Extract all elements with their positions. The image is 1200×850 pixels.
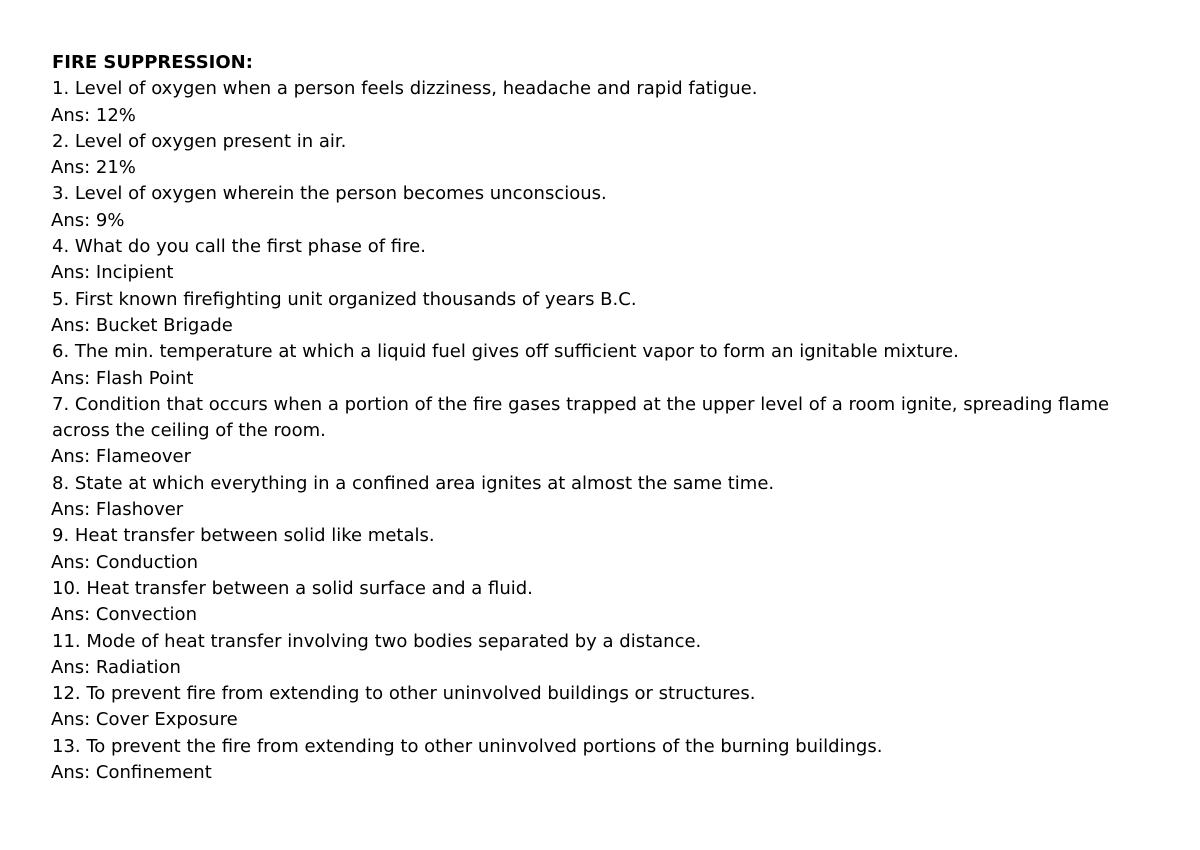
answer-6: Ans: Flash Point [51, 367, 194, 389]
question-5: 5. First known firefighting unit organized thousands of years B.C. [52, 288, 637, 310]
answer-12: Ans: Cover Exposure [51, 709, 238, 731]
question-9: 9. Heat transfer between solid like metals. [52, 525, 435, 547]
answer-8: Ans: Flashover [51, 499, 184, 521]
answer-4: Ans: Incipient [51, 262, 174, 284]
answer-7: Ans: Flameover [51, 446, 192, 468]
question-13: 13. To prevent the fire from extending to other uninvolved portions of the burning buildings. [52, 735, 883, 757]
answer-10: Ans: Convection [51, 604, 197, 626]
document-page [52, 50, 1162, 786]
answer-9: Ans: Conduction [51, 551, 199, 573]
question-4: 4. What do you call the first phase of fire. [52, 236, 426, 258]
question-2: 2. Level of oxygen present in air. [52, 130, 347, 152]
question-11: 11. Mode of heat transfer involving two bodies separated by a distance. [52, 630, 702, 652]
answer-11: Ans: Radiation [51, 656, 181, 678]
question-8: 8. State at which everything in a confined area ignites at almost the same time. [52, 472, 775, 494]
question-12: 12. To prevent fire from extending to other uninvolved buildings or structures. [52, 683, 756, 705]
question-1: 1. Level of oxygen when a person feels dizziness, headache and rapid fatigue. [52, 78, 758, 100]
answer-5: Ans: Bucket Brigade [51, 314, 233, 336]
question-3: 3. Level of oxygen wherein the person becomes unconscious. [52, 183, 607, 205]
answer-2: Ans: 21% [51, 157, 136, 179]
answer-13: Ans: Confinement [51, 762, 212, 784]
answer-3: Ans: 9% [51, 209, 125, 231]
question-10: 10. Heat transfer between a solid surface and a fluid. [52, 577, 533, 599]
page-title: FIRE SUPPRESSION: [52, 52, 253, 73]
question-7: 7. Condition that occurs when a portion of the fire gases trapped at the upper level of a room ignite, spreading flame across the ceiling of the room. [52, 393, 1110, 442]
answer-1: Ans: 12% [51, 104, 136, 126]
question-6: 6. The min. temperature at which a liquid fuel gives off sufficient vapor to form an ignitable mixture. [52, 341, 959, 363]
